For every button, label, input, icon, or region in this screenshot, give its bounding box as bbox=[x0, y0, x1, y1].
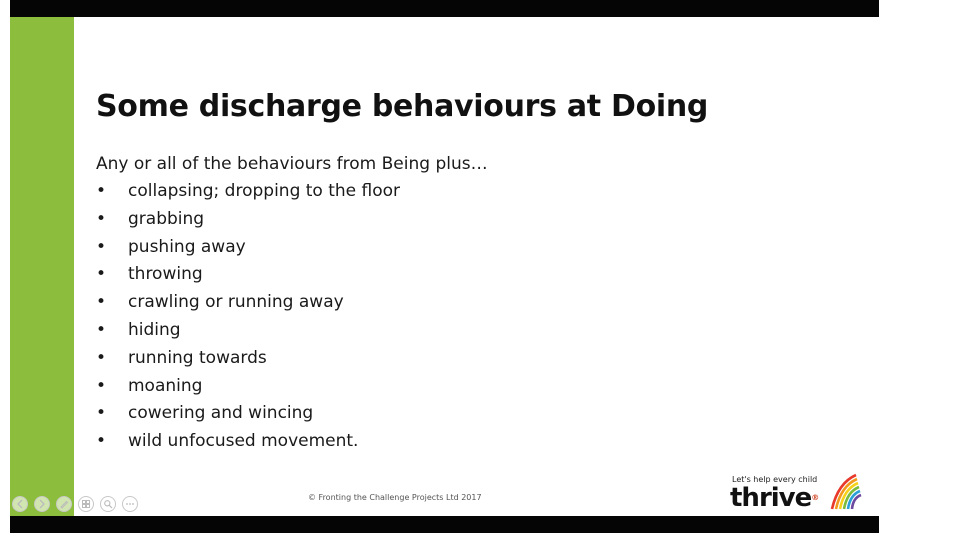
next-slide-button[interactable] bbox=[34, 496, 50, 512]
next-icon bbox=[37, 499, 47, 509]
list-item bbox=[96, 206, 400, 234]
accent-bar bbox=[10, 17, 74, 516]
presentation-controls bbox=[12, 496, 138, 514]
thrive-logo bbox=[728, 471, 868, 513]
see-all-slides-button[interactable] bbox=[78, 496, 94, 512]
bullet-marker: • bbox=[96, 431, 107, 452]
bullet-marker: • bbox=[96, 208, 107, 229]
letterbox-bottom bbox=[10, 516, 879, 533]
logo-tagline: Let's help every child bbox=[732, 475, 818, 484]
list-item bbox=[96, 400, 400, 428]
bullet-marker: • bbox=[96, 347, 107, 368]
slide bbox=[10, 17, 879, 516]
list-item bbox=[96, 317, 400, 345]
bullet-list bbox=[96, 178, 400, 456]
list-item bbox=[96, 373, 400, 401]
list-item bbox=[96, 345, 400, 373]
bullet-marker: • bbox=[96, 319, 107, 340]
rainbow-wing-icon bbox=[826, 473, 862, 511]
list-item bbox=[96, 178, 400, 206]
list-item bbox=[96, 289, 400, 317]
bullet-marker: • bbox=[96, 236, 107, 257]
intro-text: Any or all of the behaviours from Being plus… bbox=[96, 154, 488, 174]
list-item-text: crawling or running away bbox=[128, 292, 344, 313]
previous-icon bbox=[15, 499, 25, 509]
previous-slide-button[interactable] bbox=[12, 496, 28, 512]
list-item-text: wild unfocused movement. bbox=[128, 431, 359, 452]
list-item bbox=[96, 428, 400, 456]
list-item-text: throwing bbox=[128, 264, 203, 285]
zoom-icon bbox=[103, 499, 113, 509]
list-item-text: grabbing bbox=[128, 208, 205, 229]
bullet-marker: • bbox=[96, 264, 107, 285]
slide-title: Some discharge behaviours at Doing bbox=[96, 89, 709, 124]
slides-icon bbox=[81, 499, 91, 509]
list-item bbox=[96, 234, 400, 262]
list-item-text: collapsing; dropping to the floor bbox=[128, 181, 401, 201]
list-item-text: hiding bbox=[128, 319, 181, 340]
more-icon bbox=[125, 499, 135, 509]
list-item-text: cowering and wincing bbox=[128, 403, 314, 424]
copyright-notice: © Fronting the Challenge Projects Ltd 2017 bbox=[308, 493, 482, 502]
bullet-marker: • bbox=[96, 292, 107, 313]
list-item-text: moaning bbox=[128, 375, 203, 396]
more-options-button[interactable] bbox=[122, 496, 138, 512]
list-item-text: pushing away bbox=[128, 236, 246, 257]
list-item-text: running towards bbox=[128, 347, 267, 368]
pen-icon bbox=[59, 499, 69, 509]
bullet-marker: • bbox=[96, 181, 107, 201]
list-item bbox=[96, 261, 400, 289]
bullet-marker: • bbox=[96, 375, 107, 396]
bullet-marker: • bbox=[96, 403, 107, 424]
pen-tool-button[interactable] bbox=[56, 496, 72, 512]
zoom-button[interactable] bbox=[100, 496, 116, 512]
letterbox-top bbox=[10, 0, 879, 17]
logo-wordmark: thrive® bbox=[730, 483, 819, 513]
